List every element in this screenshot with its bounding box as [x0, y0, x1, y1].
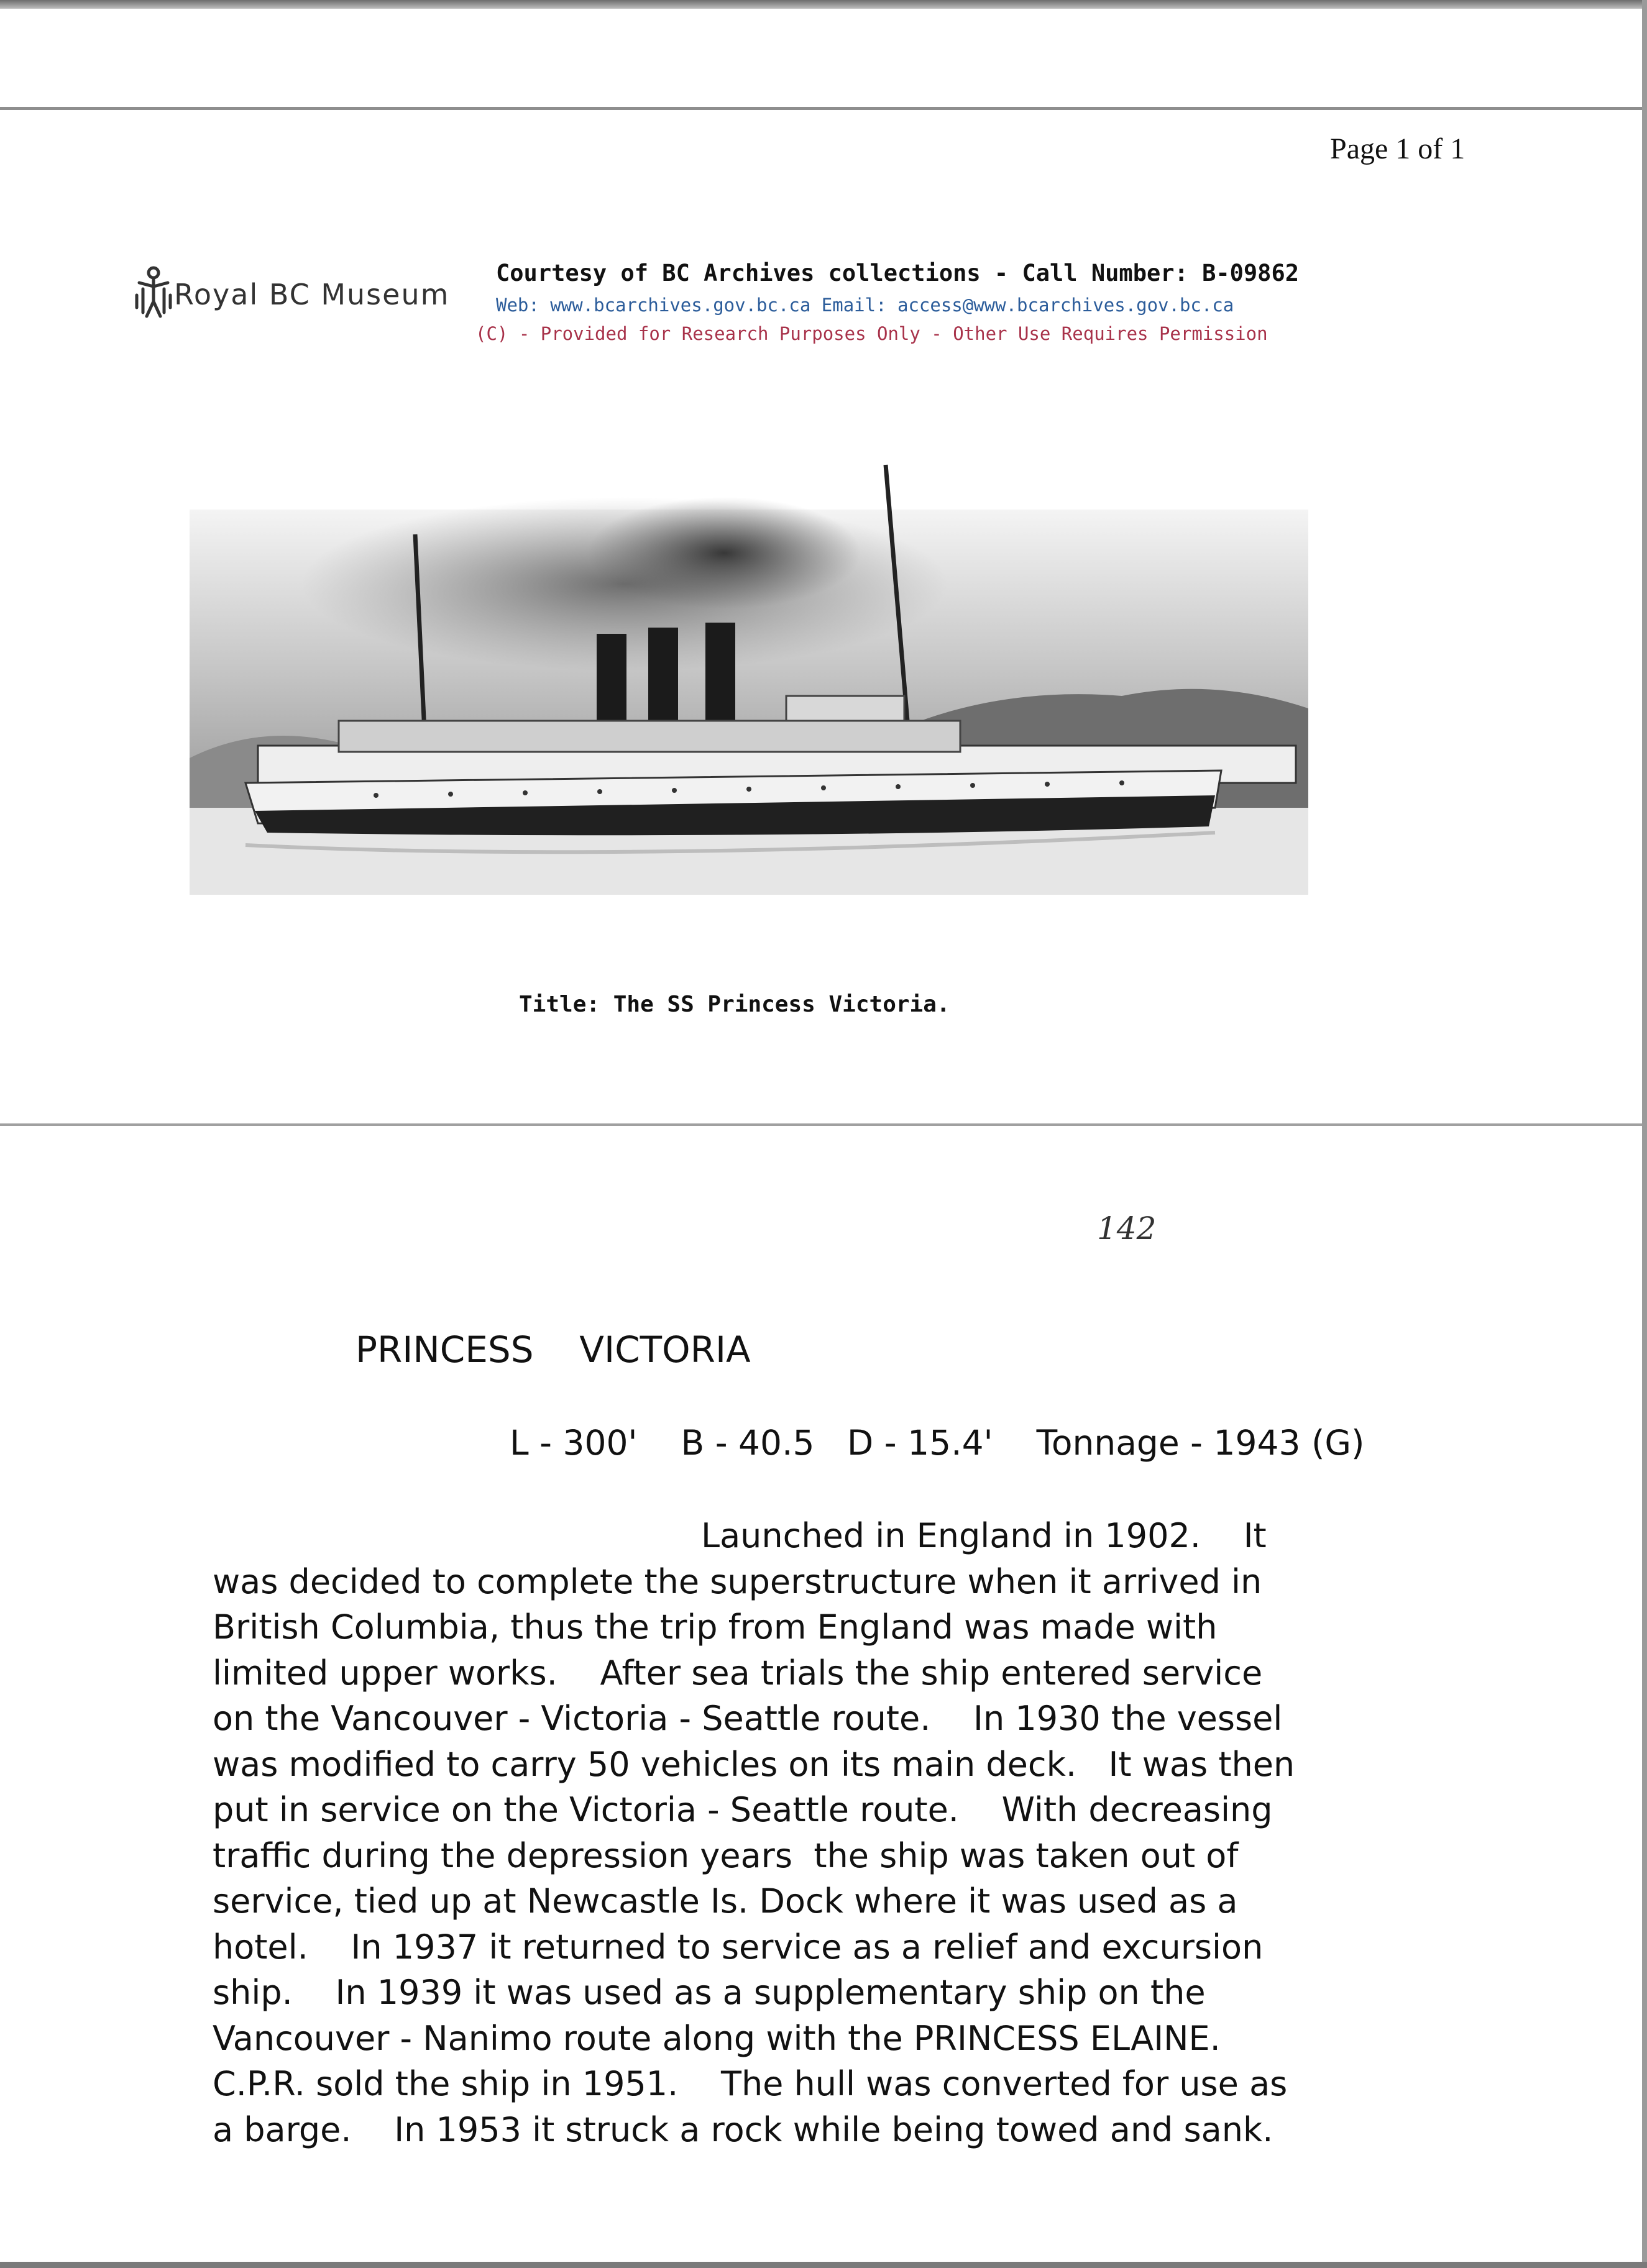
- body-line: British Columbia, thus the trip from England was made with: [213, 1607, 1218, 1647]
- page-edge-lower: [0, 1123, 1647, 1126]
- ship-specifications: L - 300' B - 40.5 D - 15.4' Tonnage - 1943 (G): [510, 1423, 1365, 1463]
- logo-wordmark: Royal BC Museum: [174, 278, 450, 311]
- ship-name-heading: PRINCESS VICTORIA: [356, 1328, 751, 1371]
- archive-web-email: Web: www.bcarchives.gov.bc.ca Email: access@www.bcarchives.gov.bc.ca: [496, 295, 1234, 316]
- body-line: C.P.R. sold the ship in 1951. The hull was converted for use as: [213, 2064, 1288, 2103]
- scan-edge-right: [1642, 0, 1647, 2268]
- page-edge-upper: [0, 107, 1647, 110]
- body-line: on the Vancouver - Victoria - Seattle route. In 1930 the vessel: [213, 1699, 1283, 1738]
- body-line: limited upper works. After sea trials the ship entered service: [213, 1653, 1263, 1693]
- scan-edge-top: [0, 0, 1647, 9]
- body-line: traffic during the depression years the ship was taken out of: [213, 1836, 1239, 1875]
- courtesy-line: Courtesy of BC Archives collections - Call Number: B-09862: [496, 260, 1300, 286]
- scan-edge-bottom: [0, 2262, 1647, 2268]
- body-line: Vancouver - Nanimo route along with the PRINCESS ELAINE.: [213, 2018, 1221, 2058]
- copyright-notice: (C) - Provided for Research Purposes Only - Other Use Requires Permission: [475, 323, 1268, 344]
- page-number: Page 1 of 1: [1330, 132, 1466, 165]
- body-line: put in service on the Victoria - Seattle route. With decreasing: [213, 1790, 1273, 1829]
- body-line: ship. In 1939 it was used as a supplementary ship on the: [213, 1973, 1206, 2012]
- ship-history-paragraph: [213, 1513, 1381, 2152]
- totem-figure-icon: [132, 264, 175, 320]
- body-line: hotel. In 1937 it returned to service as a relief and excursion: [213, 1927, 1264, 1967]
- body-line: a barge. In 1953 it struck a rock while being towed and sank.: [213, 2110, 1273, 2149]
- handwritten-page-number: 142: [1097, 1210, 1157, 1246]
- royal-bc-museum-logo: [132, 264, 455, 320]
- body-line: Launched in England in 1902. It: [701, 1516, 1267, 1555]
- body-line: was decided to complete the superstructure when it arrived in: [213, 1562, 1262, 1601]
- steamship-photo: [190, 460, 1308, 895]
- photo-title: Title: The SS Princess Victoria.: [519, 992, 950, 1017]
- body-line: was modified to carry 50 vehicles on its main deck. It was then: [213, 1744, 1295, 1784]
- body-line: service, tied up at Newcastle Is. Dock where it was used as a: [213, 1882, 1238, 1921]
